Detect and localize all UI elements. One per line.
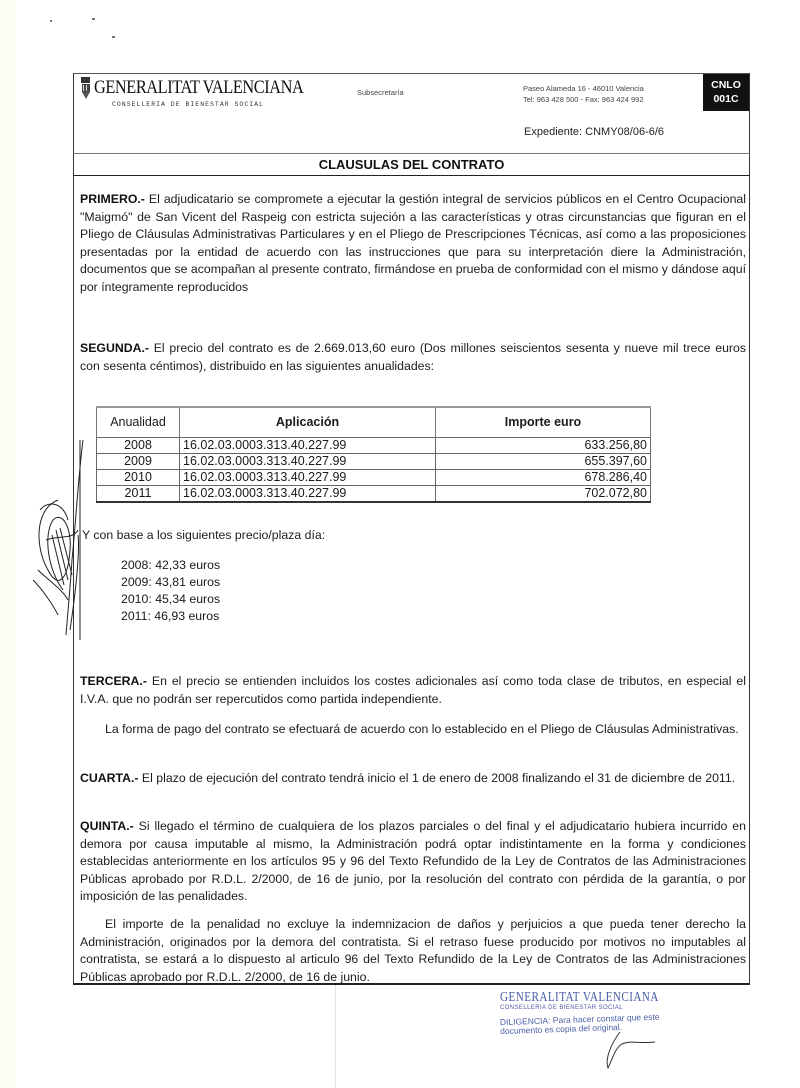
cell-application: 16.02.03.0003.313.40.227.99 [180, 453, 436, 469]
table-row [97, 437, 651, 453]
scan-speck [112, 36, 115, 38]
code-line-1: CNLO [711, 79, 741, 91]
document-code-badge [703, 74, 749, 111]
expediente-number: Expediente: CNMY08/06-6/6 [524, 126, 665, 138]
section-title: CLAUSULAS DEL CONTRATO [318, 157, 505, 172]
cell-application: 16.02.03.0003.313.40.227.99 [180, 485, 436, 502]
price-item: 2010: 45,34 euros [121, 592, 221, 606]
annuities-table [96, 406, 651, 503]
address-block [523, 83, 644, 105]
table-header-row [97, 407, 651, 437]
clause-label: TERCERA.- [80, 674, 147, 688]
base-price-intro: Y con base a los siguientes precio/plaza día: [82, 528, 326, 542]
stamp-signature-icon [600, 1030, 660, 1070]
clause-text: El adjudicatario se compromete a ejecutar la gestión integral de servicios públicos en el Centro Ocupacional "Maigmó" de San Vicent del Raspeig con estricta sujeción a las características y otras circunstancias que figuran en el Pliego de Cláusulas Administrativas Particulares y en el Pliego de Prescripciones Técnicas, así como a las proposiciones presentadas por la entidad de acuerdo con las instrucciones que para su interpretación diere la Administración, documentos que se acompañan al presente contrato, firmándose en prueba de conformidad con el mismo y dándose aquí por íntegramente reproducidos [80, 192, 746, 294]
clause-label: QUINTA.- [80, 819, 134, 833]
cell-year: 2011 [97, 485, 180, 502]
clause-label: SEGUNDA.- [80, 341, 150, 355]
price-item: 2009: 43,81 euros [121, 575, 221, 589]
clause-label: PRIMERO.- [80, 192, 145, 206]
clause-text: En el precio se entienden incluidos los costes adicionales así como toda clase de tributos, en especial el I.V.A. que no podrán ser repercutidos como partida independiente. [80, 674, 746, 706]
column-header-aplicacion: Aplicación [180, 407, 436, 437]
handwritten-signature-icon [28, 440, 98, 640]
paper-fold-line [335, 985, 336, 1088]
cell-application: 16.02.03.0003.313.40.227.99 [180, 437, 436, 453]
clause-text: El precio del contrato es de 2.669.013,60 euro (Dos millones seiscientos sesenta y nueve mil trece euros con sesenta céntimos), distribuido en las siguientes anualidades: [80, 341, 746, 373]
table-row [97, 485, 651, 502]
clause-segunda [80, 340, 746, 375]
clause-text: El plazo de ejecución del contrato tendrá inicio el 1 de enero de 2008 finalizando el 31 de diciembre de 2011. [138, 771, 736, 785]
table-row [97, 453, 651, 469]
clause-cuarta [80, 770, 746, 788]
organization-name: GENERALITAT VALENCIANA [94, 77, 304, 98]
office-name: Subsecretaría [357, 88, 404, 97]
coat-of-arms-icon [80, 76, 92, 100]
title-divider [73, 175, 750, 176]
scan-edge [0, 0, 16, 1088]
clause-quinta [80, 818, 746, 906]
clause-text: Si llegado el término de cualquiera de los plazos parciales o del final y el adjudicatario hubiera incurrido en demora por causa imputable al mismo, la Administración podrá optar indistintamente en la forma y condiciones establecidas anteriormente en los artículos 95 y 96 del Texto Refundido de la Ley de Contratos de las Administraciones Públicas aprobado por R.D.L. 2/2000, de 16 de junio, por la resolución del contrato con pérdida de la garantía, o por imposición de las penalidades. [80, 819, 746, 903]
penalty-paragraph: El importe de la penalidad no excluye la indemnizacion de daños y perjuicios a que pueda tener derecho la Administración, originados por la demora del contratista. Si el retraso fuese producido por motivos no imputables al contratista, se estará a lo dispuesto al articulo 96 del Texto Refundido de la Ley de Contratos de las Administraciones Públicas aprobado por R.D.L. 2/2000, de 16 de junio. [80, 917, 746, 984]
table-row [97, 469, 651, 485]
cell-year: 2008 [97, 437, 180, 453]
cell-amount: 678.286,40 [436, 469, 651, 485]
price-item: 2011: 46,93 euros [121, 609, 220, 623]
cell-amount: 633.256,80 [436, 437, 651, 453]
cell-year: 2010 [97, 469, 180, 485]
scan-speck [50, 20, 52, 22]
cell-amount: 702.072,80 [436, 485, 651, 502]
header-divider [73, 153, 750, 154]
scan-speck [92, 18, 95, 20]
phone-fax-line: Tel: 963 428 500 - Fax: 963 424 992 [523, 95, 644, 104]
cell-application: 16.02.03.0003.313.40.227.99 [180, 469, 436, 485]
clause-tercera [80, 673, 746, 708]
column-header-importe: Importe euro [436, 407, 651, 437]
stamp-organization: GENERALITAT VALENCIANA [500, 990, 659, 1005]
cell-amount: 655.397,60 [436, 453, 651, 469]
certification-stamp [499, 990, 700, 1037]
stamp-department: CONSELLERIA DE BIENESTAR SOCIAL [500, 1005, 623, 1011]
payment-paragraph: La forma de pago del contrato se efectuará de acuerdo con lo establecido en el Pliego de Cláusulas Administrativas. [105, 722, 739, 736]
cell-year: 2009 [97, 453, 180, 469]
clause-primero [80, 191, 746, 296]
clause-label: CUARTA.- [80, 771, 139, 785]
letterhead-logo [80, 76, 337, 100]
address-line: Paseo Alameda 16 - 46010 Valencia [523, 84, 644, 93]
department-name: CONSELLERIA DE BIENESTAR SOCIAL [112, 101, 264, 108]
code-line-2: 001C [713, 93, 739, 105]
price-item: 2008: 42,33 euros [121, 558, 221, 572]
stamp-diligencia-text: DILIGENCIA: Para hacer constar que este documento es copia del original. [499, 1011, 660, 1037]
price-per-place-list [121, 557, 220, 625]
column-header-anualidad: Anualidad [97, 407, 180, 437]
